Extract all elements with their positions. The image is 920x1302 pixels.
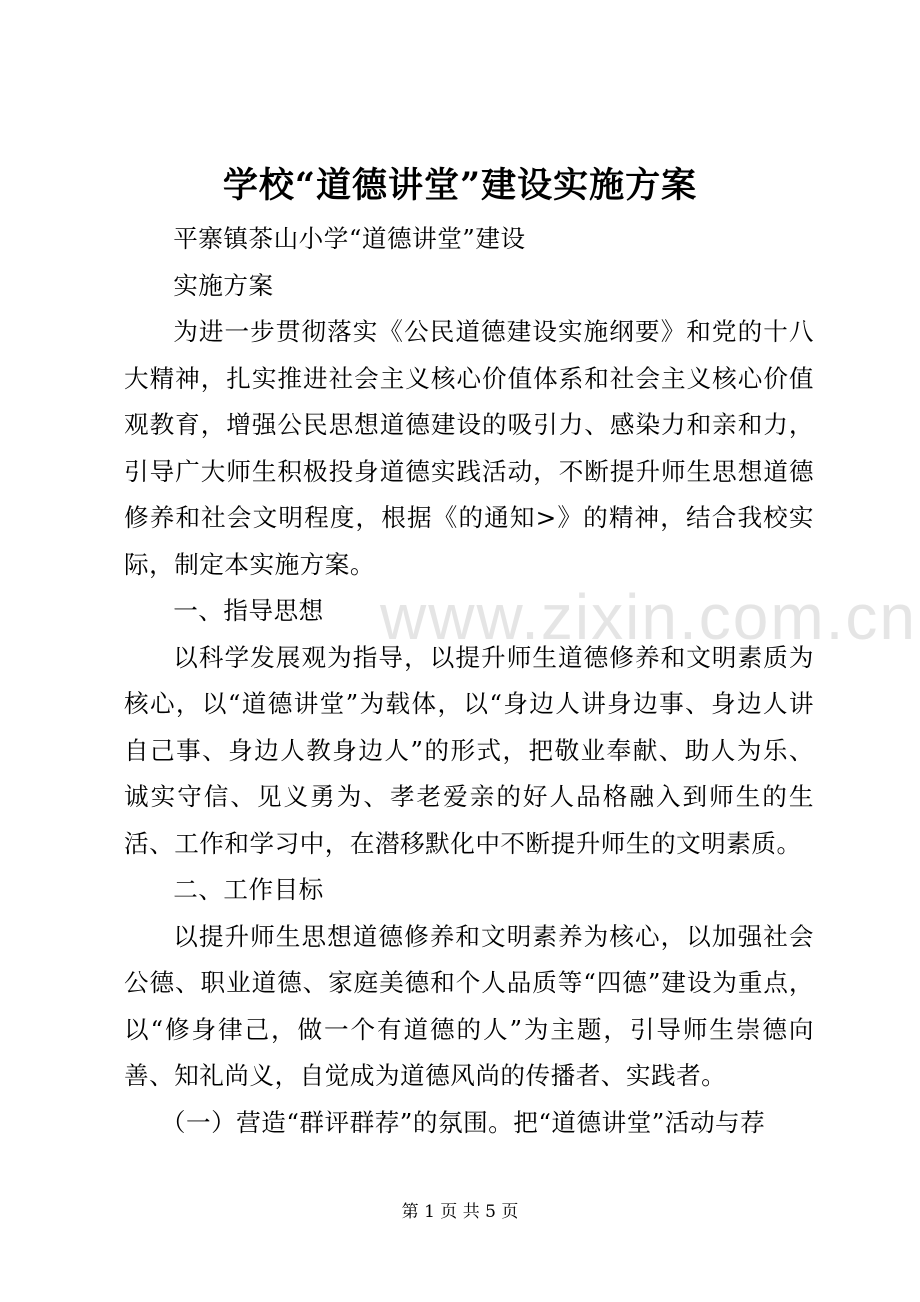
paragraph-guiding-ideology: 以科学发展观为指导，以提升师生道德修养和文明素质为核心，以“道德讲堂”为载体，以“身边人讲身边事、身边人讲自己事、身边人教身边人”的形式，把敬业奉献、助人为乐、诚实守信、见义勇为、孝老爱亲的好人品格融入到师生的生活、工作和学习中，在潜移默化中不断提升师生的文明素质。 [124, 642, 814, 858]
paragraph-subsection-one: （一）营造“群评群荐”的氛围。把“道德讲堂”活动与荐 [160, 1107, 766, 1137]
paragraph-plan-label: 实施方案 [173, 270, 274, 300]
section-heading-work-goals: 二、工作目标 [173, 875, 324, 904]
paragraph-intro: 为进一步贯彻落实《公民道德建设实施纲要》和党的十八大精神，扎实推进社会主义核心价值体系和社会主义核心价值观教育，增强公民思想道德建设的吸引力、感染力和亲和力，引导广大师生积极投身道德实践活动，不断提升师生思想道德修养和社会文明程度，根据《的通知>》的精神，结合我校实际，制定本实施方案。 [124, 317, 814, 579]
page-footer: 第 1 页 共 5 页 [401, 1202, 519, 1222]
paragraph-school-name: 平寨镇茶山小学“道德讲堂”建设 [173, 224, 526, 253]
document-title: 学校“道德讲堂”建设实施方案 [222, 165, 698, 206]
watermark: www.zixin.com.cn [380, 581, 917, 653]
section-heading-guiding-ideology: 一、指导思想 [173, 596, 324, 625]
document-body [124, 216, 814, 1146]
paragraph-work-goals: 以提升师生思想道德修养和文明素养为核心，以加强社会公德、职业道德、家庭美德和个人品质等“四德”建设为重点，以“修身律己，做一个有道德的人”为主题，引导师生崇德向善、知礼尚义，自觉成为道德风尚的传播者、实践者。 [124, 921, 814, 1090]
